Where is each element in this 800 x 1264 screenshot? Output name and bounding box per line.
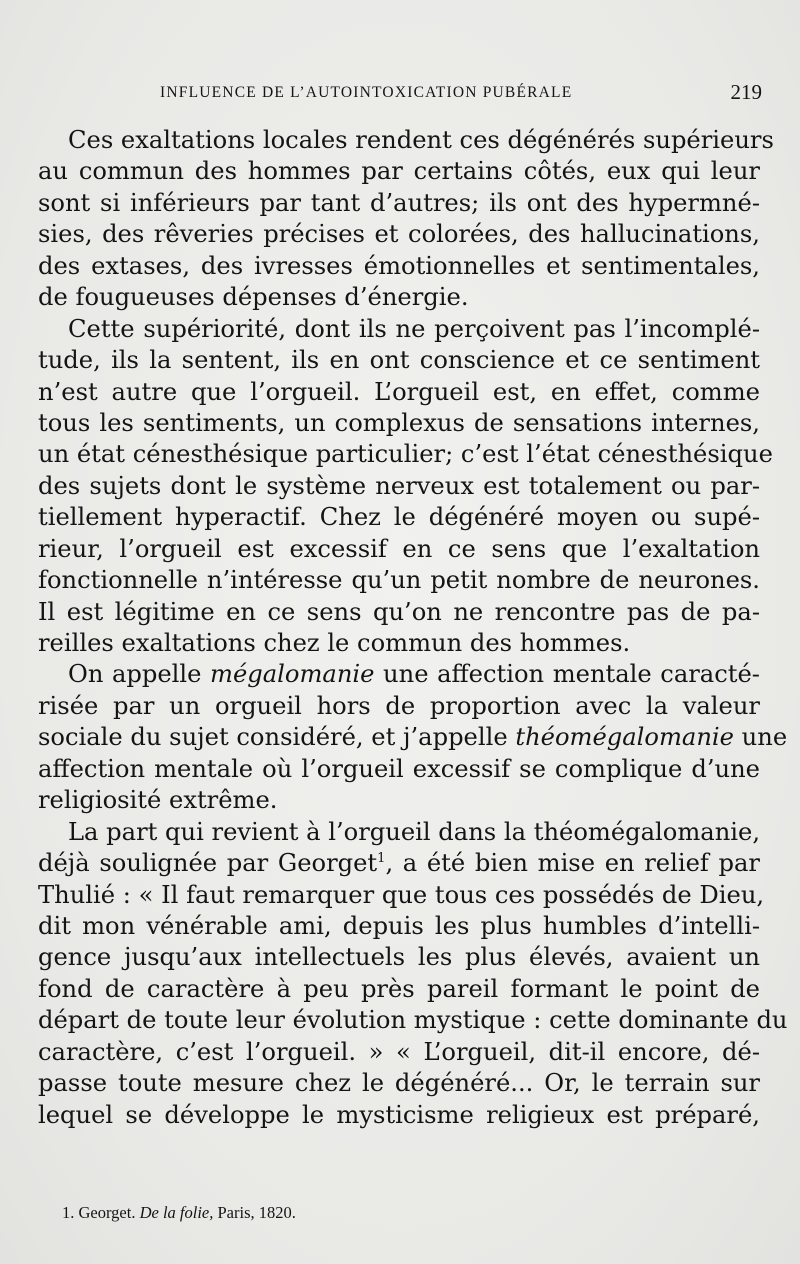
paragraph-3: [38, 659, 788, 816]
footnote-author: Georget.: [78, 1203, 136, 1222]
text-line: religiosité extrême.: [38, 786, 278, 815]
text-fragment: une: [733, 723, 788, 752]
text-line: risée par un orgueil hors de proportion avec la valeur: [38, 691, 760, 720]
footnote: [62, 1203, 296, 1223]
footnote-place-year: Paris, 1820.: [217, 1203, 296, 1222]
text-line: lequel se développe le mysticisme religieux est préparé,: [38, 1100, 760, 1129]
text-line: Il est légitime en ce sens qu’on ne rencontre pas de pa-: [38, 597, 760, 626]
text-line: au commun des hommes par certains côtés, eux qui leur: [38, 157, 760, 186]
text-line: [38, 722, 788, 753]
paragraph-4: [38, 817, 788, 1131]
emphasized-term: théomégalomanie: [515, 723, 734, 752]
text-line: La part qui revient à l’orgueil dans la théomégalomanie,: [68, 817, 761, 846]
text-line: n’est autre que l’orgueil. L’orgueil est, en effet, comme: [38, 377, 760, 406]
text-line: caractère, c’est l’orgueil. » « L’orgueil, dit-il encore, dé-: [38, 1037, 760, 1066]
text-line: Ces exaltations locales rendent ces dégénérés supérieurs: [68, 126, 774, 154]
text-fragment: sociale du sujet considéré, et j’appelle: [38, 723, 516, 752]
text-fragment: , a été bien mise en relief par: [385, 849, 760, 878]
text-line: tous les sentiments, un complexus de sensations internes,: [38, 408, 760, 437]
text-line: Thulié : « Il faut remarquer que tous ces possédés de Dieu,: [38, 880, 765, 909]
text-line: un état cénesthésique particulier; c’est l’état cénesthésique: [38, 440, 773, 469]
text-line: sont si inférieurs par tant d’autres; ils ont des hypermné-: [38, 188, 760, 217]
text-line: sies, des rêveries précises et colorées, des hallucinations,: [38, 220, 760, 249]
footnote-reference[interactable]: 1: [377, 851, 386, 867]
text-line: gence jusqu’aux intellectuels les plus élevés, avaient un: [38, 943, 760, 972]
text-fragment: On appelle: [68, 660, 211, 689]
paragraph-2: [38, 314, 773, 660]
emphasized-term: mégalomanie: [210, 660, 375, 689]
text-line: rieur, l’orgueil est excessif en ce sens que l’exaltation: [38, 534, 760, 563]
footnote-marker: 1.: [62, 1203, 75, 1222]
text-line: de fougueuses dépenses d’énergie.: [38, 283, 469, 312]
text-fragment: une affection mentale caracté-: [374, 660, 760, 689]
body-text: [38, 125, 788, 1131]
text-line: tiellement hyperactif. Chez le dégénéré moyen ou supé-: [38, 503, 760, 532]
paragraph-1: [38, 125, 774, 314]
text-line: départ de toute leur évolution mystique : cette dominante du: [38, 1006, 788, 1035]
text-line: reilles exaltations chez le commun des hommes.: [38, 629, 631, 657]
text-line: des extases, des ivresses émotionnelles et sentimentales,: [38, 251, 760, 280]
page-number: 219: [730, 80, 762, 104]
text-line: Cette supériorité, dont ils ne perçoivent pas l’incomplé-: [68, 314, 760, 343]
running-head: [150, 80, 762, 108]
text-line: dit mon vénérable ami, depuis les plus humbles d’intelli-: [38, 911, 760, 940]
text-line: fond de caractère à peu près pareil formant le point de: [38, 974, 760, 1003]
text-line: [38, 659, 760, 690]
text-line: [38, 848, 760, 879]
text-fragment: déjà soulignée par Georget: [38, 849, 378, 878]
text-line: affection mentale où l’orgueil excessif se complique d’une: [38, 754, 760, 783]
text-line: fonctionnelle n’intéresse qu’un petit nombre de neurones.: [38, 566, 760, 595]
text-line: tude, ils la sentent, ils en ont conscience et ce sentiment: [38, 346, 760, 375]
footnote-work-title: De la folie,: [139, 1203, 214, 1222]
text-line: des sujets dont le système nerveux est totalement ou par-: [38, 471, 760, 500]
running-title: INFLUENCE DE L’AUTOINTOXICATION PUBÉRALE: [160, 84, 573, 101]
text-line: passe toute mesure chez le dégénéré... Or, le terrain sur: [38, 1069, 760, 1098]
